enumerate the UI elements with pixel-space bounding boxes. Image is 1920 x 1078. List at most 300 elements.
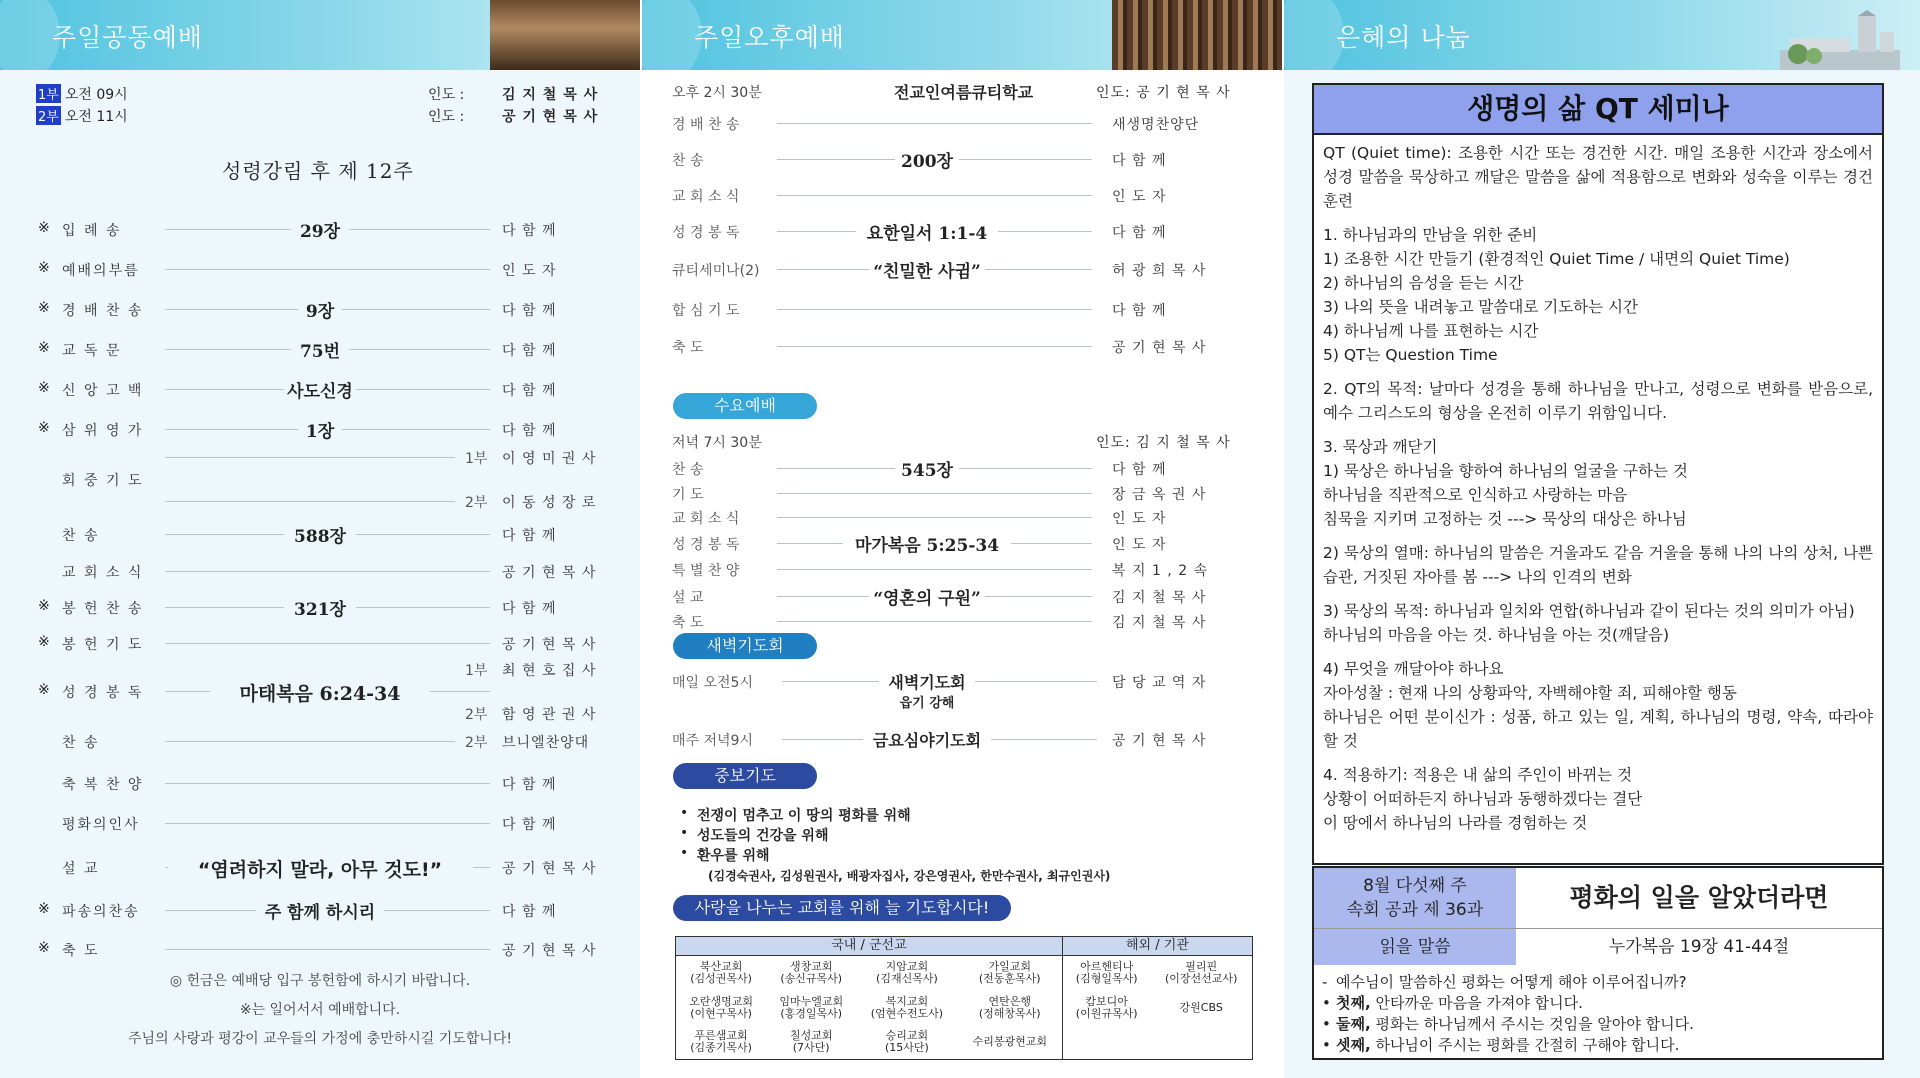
dotted-leader-line [165,501,455,502]
order-item-center: 요한일서 1:1-4 [866,224,988,244]
reading-value: 누가복음 19장 41-44절 [1516,928,1882,965]
dawn-time: 매주 저녁9시 [672,733,753,749]
dotted-leader-line [777,517,1092,518]
mission-table-cell-line: (송신규목사) [780,972,843,986]
order-item-leader: 공 기 현 목 사 [1112,340,1207,356]
order-item-leader: 인 도 자 [1112,189,1167,205]
wednesday-leader: 인도: 김 지 철 목 사 [1096,435,1231,451]
order-item-leader: 다 함 께 [1112,153,1167,169]
worship-item-label: 찬 송 [62,528,100,544]
qt-section-4 [1323,763,1873,835]
dotted-leader-line [991,739,1097,740]
dotted-leader-line [777,159,895,160]
worship-item-leader: 최 현 호 집 사 [502,663,597,679]
mission-table-cell [1062,956,1150,991]
wednesday-time: 저녁 7시 30분 [672,435,762,451]
worship-mark: ※ [38,901,50,917]
mission-table-cell-line: (이현구목사) [690,1006,752,1020]
bullet-icon: • [1322,994,1331,1012]
service-part-tag: 1부 [465,451,488,467]
afternoon-program-title: 전교인여름큐티학교 [894,83,1034,102]
text-line: 2) 하나님의 음성을 듣는 시간 [1323,274,1524,292]
dotted-leader-line [473,867,491,868]
worship-item-center: 75번 [299,342,341,362]
dotted-leader-line [165,910,256,911]
worship-item-leader: 다 함 께 [502,601,557,617]
grace-sharing-title: 은혜의 나눔 [1336,23,1471,52]
dotted-leader-line [1011,543,1092,544]
mission-table-cell [766,990,856,1024]
dotted-leader-line [165,867,168,868]
worship-item-label: 평화의인사 [62,817,140,833]
order-item-label: 특 별 찬 양 [672,563,740,579]
text-line: 4) 하나님께 나를 표현하는 시간 [1323,322,1539,340]
worship-mark: ※ [38,940,50,956]
dotted-leader-line [356,389,490,390]
order-item-label: 찬 송 [672,462,704,478]
sunday-service-column [0,0,640,1078]
order-item-leader: 허 광 희 목 사 [1112,263,1207,279]
mission-table-cell-line: 칠성교회 [789,1028,833,1042]
mission-table-cell [1150,1025,1252,1060]
order-item-leader: 장 금 옥 권 사 [1112,487,1207,503]
worship-mark: ※ [38,260,50,276]
blessing-note: 주님의 사랑과 평강이 교우들의 가정에 충만하시길 기도합니다! [128,1031,512,1047]
mission-table-row [676,956,1253,991]
dotted-leader-line [430,691,490,692]
order-item-leader: 다 함 께 [1112,225,1167,241]
mission-table-cell-line: (홍경일목사) [780,1006,843,1020]
qt-section-3-fruit: 2) 묵상의 열매: 하나님의 말씀은 거울과도 같음 거울을 통해 나의 나의 상처, 나쁜 습관, 거짓된 자아를 봄 ---> 나의 인격의 변화 [1323,544,1873,586]
text-line: 상황이 어떠하든지 하나님과 동행하겠다는 결단 [1323,790,1643,808]
dotted-leader-line [165,229,291,230]
worship-item-center: 마태복음 6:24-34 [239,683,401,705]
order-item-label: 축 도 [672,615,704,631]
dotted-leader-line [165,269,490,270]
dotted-leader-line [165,309,298,310]
mission-table-cell [856,990,957,1024]
worship-item-label: 찬 송 [62,735,100,751]
dotted-leader-line [777,231,856,232]
worship-item-center: 사도신경 [287,382,353,402]
order-item-leader: 인 도 자 [1112,537,1167,553]
worship-item-leader: 공 기 현 목 사 [502,943,597,959]
point-label: 둘째, [1336,1015,1371,1033]
text-line: 침묵을 지키며 고정하는 것 ---> 묵상의 대상은 하나님 [1323,510,1687,528]
dawn-time: 매일 오전5시 [672,675,753,691]
qt-intro: QT (Quiet time): 조용한 시간 또는 경건한 시간. 매일 조용한 시간과 장소에서 성경 말씀을 묵상하고 깨달은 말씀을 삶에 적용함으로 변화와 성숙을 이루는 경건 훈련 [1323,144,1873,210]
mission-table-cell [766,1025,856,1060]
worship-item-label: 축 도 [62,943,100,959]
dotted-leader-line [165,643,490,644]
sunday-service-title: 주일공동예배 [52,23,203,52]
afternoon-time: 오후 2시 30분 [672,85,762,101]
mission-table-cell-line: 수리봉광현교회 [972,1034,1047,1048]
text-line: 1) 묵상은 하나님을 향하여 하나님의 얼굴을 구하는 것 [1323,462,1688,480]
mission-table-row [676,990,1253,1024]
cell-lesson-point [1322,972,1694,993]
dotted-leader-line [985,269,1092,270]
mission-table-cell-line: (김성권목사) [690,972,752,986]
mission-table [675,936,1253,1060]
dotted-leader-line [165,457,455,458]
dawn-leader: 공 기 현 목 사 [1112,733,1207,749]
worship-item-center: 321장 [294,600,346,620]
order-item-label: 합 심 기 도 [672,303,740,319]
worship-item-leader: 다 함 께 [502,343,557,359]
dotted-leader-line [384,910,490,911]
worship-mark: ※ [38,420,50,436]
worship-item-label: 경 배 찬 송 [62,303,144,319]
dotted-leader-line [165,741,455,742]
qt-section-3-purpose: 3) 묵상의 목적: 하나님과 일치와 연합(하나님과 같이 된다는 것의 의미가 아님) [1323,602,1855,620]
point-text: 예수님이 말씀하신 평화는 어떻게 해야 이루어집니까? [1336,973,1687,991]
dotted-leader-line [777,123,1092,124]
afternoon-service-column [642,0,1282,1078]
worship-item-label: 설 교 [62,861,100,877]
point-label: 셋째, [1336,1036,1371,1054]
order-item-leader: 다 함 께 [1112,303,1167,319]
dotted-leader-line [356,607,490,608]
afternoon-leader: 인도: 공 기 현 목 사 [1096,85,1231,101]
point-text: 평화는 하나님께서 주시는 것임을 알아야 합니다. [1370,1015,1694,1033]
mission-table-cell-line: (정해창목사) [978,1006,1041,1020]
text-line: 3) 나의 뜻을 내려놓고 말씀대로 기도하는 시간 [1323,298,1638,316]
dotted-leader-line [782,681,879,682]
dawn-program: 금요심야기도회 [872,731,982,750]
text-line: 하나님을 직관적으로 인식하고 사랑하는 마음 [1323,486,1628,504]
worship-item-center: 9장 [305,302,335,322]
dotted-leader-line [777,621,1092,622]
order-item-center: “친밀한 사귐” [873,262,981,282]
dotted-leader-line [165,949,490,950]
dotted-leader-line [959,468,1092,469]
mission-table-cell-line: (김형일목사) [1075,972,1138,986]
worship-item-leader: 공 기 현 목 사 [502,565,597,581]
mission-table-head-domestic: 국내 / 군선교 [676,937,1063,956]
dotted-leader-line [165,429,298,430]
qt-section-3-god: 하나님은 어떤 분이신가 : 성품, 하고 있는 일, 계획, 하나님의 명령, 약속, 따라야할 것 [1323,708,1873,750]
mission-table-cell-line: (전동훈목사) [978,972,1041,986]
worship-item-leader: 공 기 현 목 사 [502,637,597,653]
worship-item-label: 삼 위 영 가 [62,423,144,439]
dawn-prayer-pill: 새벽기도회 [673,633,817,659]
order-item-center: 200장 [901,152,953,172]
order-item-label: 성 경 봉 독 [672,225,740,241]
prayer-item: 환우를 위해 [697,848,770,864]
dotted-leader-line [349,229,490,230]
mission-table-cell-line: 연탄은행 [988,994,1032,1008]
worship-item-label: 파송의찬송 [62,904,140,920]
dotted-leader-line [777,543,843,544]
worship-item-center: “염려하지 말라, 아무 것도!” [197,859,443,881]
mission-table-cell-line: 아르헨티나 [1080,960,1134,974]
service-part-tag: 2부 [465,735,488,751]
worship-item-label: 입 례 송 [62,223,122,239]
worship-item-center: 주 함께 하시리 [264,903,376,923]
prayer-bullet: • [680,825,689,841]
mission-table-cell-line: 지암교회 [885,960,929,974]
service-part-tag: 2부 [465,495,488,511]
service1-time-row [36,84,128,104]
afternoon-service-title: 주일오후예배 [694,23,845,52]
order-item-center: “영혼의 구원” [873,589,981,609]
cell-lesson-point [1322,1014,1694,1035]
mission-table-cell-line: 캄보디아 [1085,994,1128,1008]
text-line: 이 땅에서 하나님의 나라를 경험하는 것 [1323,814,1588,832]
mission-table-cell-line: (15사단) [884,1040,929,1054]
qt-section-2: 2. QT의 목적: 날마다 성경을 통해 하나님을 만나고, 성령으로 변화를 받음으로, 예수 그리스도의 형상을 온전히 이루기 위함입니다. [1323,380,1873,422]
dotted-leader-line [985,596,1092,597]
qt-section-3-realize [1323,657,1873,705]
mission-table-row [676,1025,1253,1060]
dawn-subtitle: 읍기 강해 [899,696,955,711]
order-item-label: 교 회 소 식 [672,511,740,527]
service1-tag: 1부 [36,84,61,103]
service2-time-row [36,106,128,126]
service-part-tag: 1부 [465,663,488,679]
cell-week-line2: 속회 공과 제 36과 [1346,900,1484,920]
order-item-label: 성 경 봉 독 [672,537,740,553]
bullet-icon: - [1322,973,1328,991]
mission-table-cell-line: 생창교회 [789,960,833,974]
text-line: 4. 적용하기: 적용은 내 삶의 주인이 바뀌는 것 [1323,766,1633,784]
leaf-decoration [0,0,60,70]
service2-time: 오전 11시 [64,109,128,125]
order-item-center: 545장 [901,461,953,481]
dawn-program: 새벽기도회 [888,673,966,692]
wednesday-service-pill: 수요예배 [673,393,817,419]
dotted-leader-line [777,269,869,270]
worship-mark: ※ [38,682,50,698]
cell-lesson-title: 평화의 일을 알았더라면 [1569,883,1829,912]
dotted-leader-line [165,691,210,692]
dotted-leader-line [342,309,490,310]
qt-seminar-title: 생명의 삶 QT 세미나 [1314,85,1882,135]
mission-table-cell-line: 가일교회 [988,960,1032,974]
worship-item-label: 봉 헌 기 도 [62,637,144,653]
mission-table-cell [1062,990,1150,1024]
worship-item-leader: 함 영 관 권 사 [502,707,597,723]
worship-mark: ※ [38,340,50,356]
dotted-leader-line [777,569,1092,570]
mission-table-cell-line: (엄현수전도사) [870,1006,944,1020]
bullet-icon: • [1322,1036,1331,1054]
worship-item-label: 교 회 소 식 [62,565,144,581]
dotted-leader-line [342,429,490,430]
mission-table-cell [676,990,767,1024]
worship-item-center: 588장 [294,527,346,547]
dawn-leader: 담 당 교 역 자 [1112,675,1207,691]
cell-lesson-box [1312,866,1884,1060]
dotted-leader-line [165,389,284,390]
worship-item-label: 회 중 기 도 [62,473,144,489]
offering-note: ◎ 헌금은 예배당 입구 봉헌함에 하시기 바랍니다. [169,973,471,989]
intercession-pill: 중보기도 [673,763,817,789]
mission-table-cell-line: 오란생명교회 [689,994,753,1008]
service1-leader: 김 지 철 목 사 [502,87,599,103]
standing-note: ※는 일어서서 예배합니다. [239,1002,401,1018]
mission-table-cell [856,956,957,991]
order-item-leader: 인 도 자 [1112,511,1167,527]
text-line: 1) 조용한 시간 만들기 (환경적인 Quiet Time / 내면의 Quiet Time) [1323,250,1790,268]
point-text: 하나님이 주시는 평화를 간절히 구해야 합니다. [1370,1036,1680,1054]
worship-item-leader: 다 함 께 [502,383,557,399]
qt-section-3 [1323,435,1873,531]
dotted-leader-line [975,681,1097,682]
mission-table-cell-line: (이장선선교사) [1165,972,1238,986]
dotted-leader-line [959,159,1092,160]
dotted-leader-line [165,571,490,572]
order-item-label: 설 교 [672,590,704,606]
qt-seminar-box [1312,83,1884,865]
mission-table-cell [766,956,856,991]
order-item-leader: 복 지 1 , 2 속 [1112,563,1209,579]
mission-table-cell [856,1025,957,1060]
mission-table-cell [958,990,1063,1024]
worship-item-label: 성 경 봉 독 [62,685,144,701]
worship-item-leader: 이 동 성 장 로 [502,495,597,511]
mission-table-cell [1150,956,1252,991]
worship-item-label: 예배의부름 [62,263,140,279]
text-line: 4) 무엇을 깨달아야 하나요 [1323,660,1504,678]
worship-mark: ※ [38,598,50,614]
sunday-service-header [0,0,640,70]
mission-table-cell [958,956,1063,991]
church-building-icon [1780,10,1900,70]
qt-seminar-body [1314,135,1882,851]
mission-table-cell-line: 북산교회 [699,960,743,974]
dotted-leader-line [998,231,1092,232]
grace-sharing-column [1284,0,1920,1078]
leaf-decoration [642,0,702,70]
dotted-leader-line [777,195,1092,196]
order-item-leader: 김 지 철 목 사 [1112,590,1207,606]
patient-names: (김경숙권사, 김성원권사, 배광자집사, 강은영권사, 한만수권사, 최규인권사) [708,869,1111,883]
bullet-icon: • [1322,1015,1331,1033]
mission-table-cell-line: 필리핀 [1185,960,1218,974]
order-item-leader: 다 함 께 [1112,462,1167,478]
order-item-leader: 새생명찬양단 [1112,117,1200,133]
text-line: 3. 묵상과 깨닫기 [1323,438,1438,456]
mission-table-cell [676,1025,767,1060]
text-line: 5) QT는 Question Time [1323,346,1498,364]
dotted-leader-line [356,534,490,535]
order-item-label: 경 배 찬 송 [672,117,740,133]
mission-table-cell-line: 강원CBS [1179,1000,1223,1014]
order-item-leader: 김 지 철 목 사 [1112,615,1207,631]
mission-table-cell-line: 임마누엘교회 [779,994,844,1008]
order-item-label: 기 도 [672,487,704,503]
worship-item-label: 봉 헌 찬 송 [62,601,144,617]
worship-item-label: 축 복 찬 양 [62,777,144,793]
text-line: 자아성찰 : 현재 나의 상황파악, 자백해야할 죄, 피해야할 행동 [1323,684,1737,702]
worship-item-label: 신 앙 고 백 [62,383,144,399]
order-item-label: 찬 송 [672,153,704,169]
dotted-leader-line [165,349,291,350]
prayer-item: 성도들의 건강을 위해 [697,828,829,844]
worship-item-leader: 다 함 께 [502,528,557,544]
worship-photo [490,0,640,70]
cell-lesson-point [1322,993,1694,1014]
cell-lesson-points [1322,972,1694,1056]
text-line: 1. 하나님과의 만남을 위한 준비 [1323,226,1538,244]
worship-item-leader: 다 함 께 [502,223,557,239]
grace-sharing-header [1284,0,1920,70]
cell-lesson-point [1322,1035,1694,1056]
service1-time: 오전 09시 [64,87,128,103]
worship-item-leader: 인 도 자 [502,263,557,279]
worship-item-leader: 다 함 께 [502,904,557,920]
mission-table-cell [1150,990,1252,1024]
service2-tag: 2부 [36,106,61,125]
worship-item-label: 교 독 문 [62,343,122,359]
dotted-leader-line [777,468,895,469]
dotted-leader-line [777,346,1092,347]
worship-item-center: 1장 [305,422,335,442]
worship-mark: ※ [38,300,50,316]
dotted-leader-line [165,534,284,535]
qt-section-1 [1323,223,1873,367]
mission-table-cell-line: 푸른샘교회 [694,1028,748,1042]
service-part-tag: 2부 [465,707,488,723]
mission-table-cell-line: 승리교회 [885,1028,929,1042]
worship-item-leader: 공 기 현 목 사 [502,861,597,877]
worship-item-leader: 다 함 께 [502,817,557,833]
dotted-leader-line [777,596,869,597]
worship-item-leader: 다 함 께 [502,777,557,793]
point-text: 안타까운 마음을 가져야 합니다. [1370,994,1583,1012]
mission-table-head-overseas: 해외 / 기관 [1062,937,1252,956]
dotted-leader-line [165,823,490,824]
dotted-leader-line [349,349,490,350]
prayer-bullet: • [680,845,689,861]
mission-table-cell [958,1025,1063,1060]
point-label: 첫째, [1336,994,1371,1012]
order-item-label: 큐티세미나(2) [672,263,760,279]
congregation-photo [1112,0,1282,70]
mission-prayer-pill: 사랑을 나누는 교회를 위해 늘 기도합시다! [673,895,1011,921]
service1-leader-label: 인도 : [428,87,465,103]
worship-item-leader: 이 영 미 권 사 [502,451,597,467]
service2-leader-label: 인도 : [428,109,465,125]
mission-table-cell [1062,1025,1150,1060]
afternoon-service-header [642,0,1282,70]
cell-week-line1: 8월 다섯째 주 [1363,876,1467,896]
worship-mark: ※ [38,220,50,236]
mission-table-cell-line: (김재신목사) [876,972,938,986]
service2-leader: 공 기 현 목 사 [502,109,599,125]
order-item-label: 교 회 소 식 [672,189,740,205]
order-item-label: 축 도 [672,340,704,356]
worship-item-leader: 브니엘찬양대 [502,735,590,751]
worship-item-leader: 다 함 께 [502,423,557,439]
leaf-decoration [1284,0,1344,70]
dotted-leader-line [165,607,284,608]
mission-table-cell-line: (김종기목사) [690,1040,752,1054]
mission-table-cell [676,956,767,991]
mission-table-cell-line: (이원규목사) [1075,1006,1138,1020]
dotted-leader-line [777,493,1092,494]
mission-table-cell-line: (7사단) [792,1040,830,1054]
dotted-leader-line [165,783,490,784]
dotted-leader-line [782,739,863,740]
prayer-bullet: • [680,805,689,821]
dotted-leader-line [777,309,1092,310]
mission-table-cell-line: 복지교회 [885,994,929,1008]
cell-week-label [1314,868,1516,928]
worship-mark: ※ [38,380,50,396]
